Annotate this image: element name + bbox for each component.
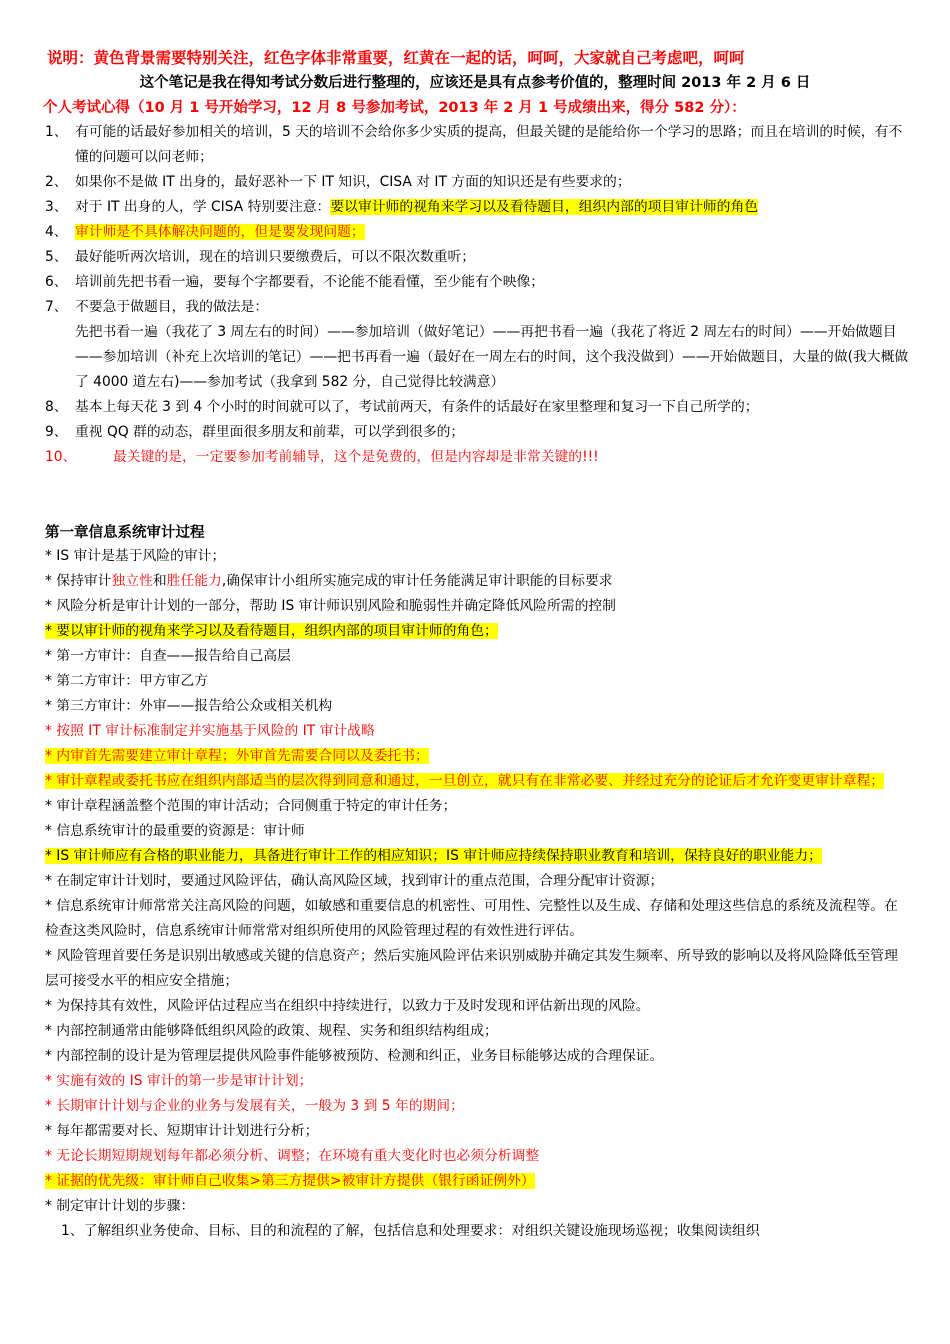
note-subtitle: 这个笔记是我在得知考试分数后进行整理的，应该还是具有点参考价值的，整理时间 2013 年 2 月 6 日 (139, 75, 811, 91)
note-line: * IS 审计师应有合格的职业能力，具备进行审计工作的相应知识；IS 审计师应持续保持职业教育和培训，保持良好的职业能力； (45, 848, 822, 864)
note-line: * 审计章程涵盖整个范围的审计活动；合同侧重于特定的审计任务； (45, 798, 457, 814)
tip-number: 1、 (45, 124, 68, 140)
tip-text: 培训前先把书看一遍，要每个字都要看，不论能不能看懂，至少能有个映像； (75, 274, 545, 290)
tip-number: 3、 (45, 199, 68, 215)
tip-item (45, 295, 915, 395)
tip-text: 基本上每天花 3 到 4 个小时的时间就可以了，考试前两天，有条件的话最好在家里整理和复习一下自己所学的； (75, 399, 759, 415)
tip-highlight: 审计师是不具体解决问题的，但是要发现问题； (75, 224, 365, 240)
tip-text: 最关键的是，一定要参加考前辅导，这个是免费的，但是内容却是非常关键的!!! (113, 449, 599, 465)
note-line: * 证据的优先级：审计师自己收集>第三方提供>被审计方提供（银行函证例外） (45, 1173, 535, 1189)
tip-number: 7、 (45, 299, 68, 315)
note-line: * 保持审计独立性和胜任能力,确保审计小组所实施完成的审计任务能满足审计职能的目标要求 (45, 573, 613, 589)
note-line: * 为保持其有效性，风险评估过程应当在组织中持续进行，以致力于及时发现和评估新出现的风险。 (45, 998, 650, 1014)
tip-item (45, 445, 915, 470)
experience-heading: 个人考试心得（10 月 1 号开始学习，12 月 8 号参加考试，2013 年 2 月 1 号成绩出来，得分 582 分）： (43, 100, 746, 116)
tip-item (45, 120, 915, 170)
note-line: * 内部控制通常由能够降低组织风险的政策、规程、实务和组织结构组成； (45, 1023, 498, 1039)
note-line: * 信息系统审计师常常关注高风险的问题，如敏感和重要信息的机密性、可用性、完整性以及生成、存储和处理这些信息的系统及流程等。在检查这类风险时，信息系统审计师常常对组织所使用的风险管理过程的有效性进行评估。 (45, 898, 898, 939)
tip-highlight: 要以审计师的视角来学习以及看待题目，组织内部的项目审计师的角色 (330, 199, 759, 215)
tip-item (45, 170, 915, 195)
tip-text: 不要急于做题目，我的做法是： (75, 299, 269, 315)
tip-item (45, 195, 915, 220)
note-line: 1、了解组织业务使命、目标、目的和流程的了解，包括信息和处理要求：对组织关键设施现场巡视；收集阅读组织 (61, 1223, 760, 1239)
tip-item (45, 245, 915, 270)
note-line: * 内部控制的设计是为管理层提供风险事件能够被预防、检测和纠正，业务目标能够达成的合理保证。 (45, 1048, 664, 1064)
chapter-notes (45, 544, 907, 1244)
note-line: * 风险管理首要任务是识别出敏感或关键的信息资产；然后实施风险评估来识别威胁并确定其发生频率、所导致的影响以及将风险降低至管理层可接受水平的相应安全措施； (45, 948, 898, 989)
note-line: * IS 审计是基于风险的审计； (45, 548, 226, 564)
note-line: * 内审首先需要建立审计章程；外审首先需要合同以及委托书； (45, 748, 429, 764)
note-line: * 无论长期短期规划每年都必须分析、调整；在环境有重大变化时也必须分析调整 (45, 1148, 540, 1164)
tip-item (45, 220, 915, 245)
note-line: * 制定审计计划的步骤： (45, 1198, 195, 1214)
note-line: * 按照 IT 审计标准制定并实施基于风险的 IT 审计战略 (45, 723, 375, 739)
chapter-title: 第一章信息系统审计过程 (45, 525, 205, 541)
note-line: * 在制定审计计划时，要通过风险评估，确认高风险区域，找到审计的重点范围，合理分配审计资源； (45, 873, 664, 889)
note-line: * 要以审计师的视角来学习以及看待题目，组织内部的项目审计师的角色； (45, 623, 498, 639)
note-line: * 审计章程或委托书应在组织内部适当的层次得到同意和通过，一旦创立，就只有在非常必要、并经过充分的论证后才允许变更审计章程； (45, 773, 885, 789)
tip-text: 最好能听两次培训，现在的培训只要缴费后，可以不限次数重听； (75, 249, 476, 265)
tip-item (45, 420, 915, 445)
note-line: * 信息系统审计的最重要的资源是：审计师 (45, 823, 305, 839)
tip-process: 先把书看一遍（我花了 3 周左右的时间）——参加培训（做好笔记）——再把书看一遍（我花了将近 2 周左右的时间）——开始做题目——参加培训（补充上次培训的笔记）——把书再看一遍（最好在一周左右的时间，这个我没做到）——开始做题目，大量的做(我大概做了 4000 道左右)——参加考试（我拿到 582 分，自己觉得比较满意） (75, 324, 909, 390)
tip-number: 2、 (45, 174, 68, 190)
note-line: * 风险分析是审计计划的一部分，帮助 IS 审计师识别风险和脆弱性并确定降低风险所需的控制 (45, 598, 616, 614)
tip-number: 8、 (45, 399, 68, 415)
note-title: 说明：黄色背景需要特别关注，红色字体非常重要，红黄在一起的话，呵呵，大家就自己考虑吧，呵呵 (47, 49, 745, 67)
tip-item (45, 395, 915, 420)
note-line: * 第三方审计：外审——报告给公众或相关机构 (45, 698, 333, 714)
note-line: * 第一方审计：自查——报告给自己高层 (45, 648, 291, 664)
note-line: * 实施有效的 IS 审计的第一步是审计计划； (45, 1073, 313, 1089)
note-line: * 第二方审计：甲方审乙方 (45, 673, 209, 689)
tip-text: 对于 IT 出身的人，学 CISA 特别要注意： (75, 199, 331, 215)
note-line: * 每年都需要对长、短期审计计划进行分析； (45, 1123, 319, 1139)
tip-number: 6、 (45, 274, 68, 290)
tip-number: 5、 (45, 249, 68, 265)
tip-text: 重视 QQ 群的动态，群里面很多朋友和前辈，可以学到很多的； (75, 424, 465, 440)
tip-text: 有可能的话最好参加相关的培训，5 天的培训不会给你多少实质的提高，但最关键的是能给你一个学习的思路；而且在培训的时候，有不懂的问题可以问老师； (75, 124, 903, 165)
tips-list (45, 120, 915, 470)
tip-number: 9、 (45, 424, 68, 440)
tip-number: 10、 (45, 449, 77, 465)
tip-item (45, 270, 915, 295)
tip-number: 4、 (45, 224, 68, 240)
tip-text: 如果你不是做 IT 出身的，最好恶补一下 IT 知识，CISA 对 IT 方面的知识还是有些要求的； (75, 174, 631, 190)
note-line: * 长期审计计划与企业的业务与发展有关，一般为 3 到 5 年的期间； (45, 1098, 464, 1114)
